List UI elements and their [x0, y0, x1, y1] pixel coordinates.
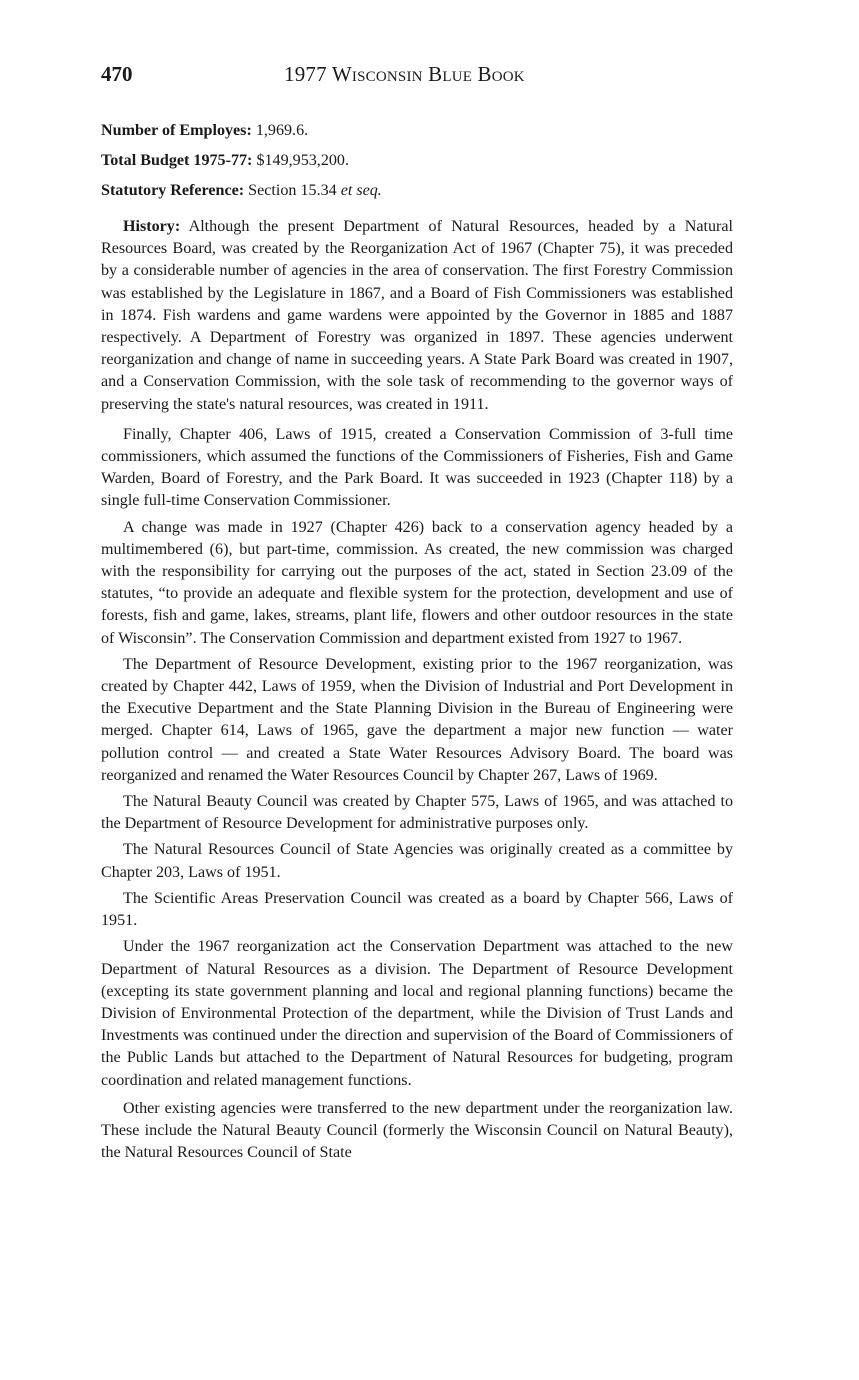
body-text	[101, 216, 733, 1164]
page-number: 470	[101, 62, 133, 86]
paragraph-9: Other existing agencies were transferred to the new department under the reorganization law. These include the Natural Beauty Council (formerly the Wisconsin Council on Natural Beauty), the Natural Resources Council of State	[101, 1099, 733, 1162]
history-text: Although the present Department of Natural Resources, headed by a Natural Resources Board, was created by the Reorganization Act of 1967 (Chapter 75), it was preceded by a considerable number of agencies in the area of conservation. The first Forestry Commission was established by the Legislature in 1867, and a Board of Fish Commissioners was established in 1874. Fish wardens and game wardens were appointed by the Governor in 1885 and 1887 respectively. A Department of Forestry was organized in 1897. These agencies underwent reorganization and change of name in succeeding years. A State Park Board was created in 1907, and a Conservation Commission, with the sole task of recommending to the governor ways of preserving the state's natural resources, was created in 1911.	[101, 218, 733, 413]
paragraph-4: The Department of Resource Development, existing prior to the 1967 reorganization, was created by Chapter 442, Laws of 1959, when the Division of Industrial and Port Development in the Executive Department and the State Planning Division in the Bureau of Engineering were merged. Chapter 614, Laws of 1965, gave the department a major new function — water pollution control — and created a State Water Resources Advisory Board. The board was reorganized and renamed the Water Resources Council by Chapter 267, Laws of 1969.	[101, 655, 733, 784]
paragraph-5: The Natural Beauty Council was created by Chapter 575, Laws of 1965, and was attached to the Department of Resource Development for administrative purposes only.	[101, 793, 733, 833]
budget-value: $149,953,200.	[252, 152, 349, 169]
statute-value: Section 15.34	[244, 182, 341, 199]
statute-suffix: et seq.	[340, 182, 382, 199]
paragraph-2: Finally, Chapter 406, Laws of 1915, created a Conservation Commission of 3-full time commissioners, which assumed the functions of the Commissioners of Fisheries, Fish and Game Warden, Board of Forestry, and the Park Board. It was succeeded in 1923 (Chapter 118) by a single full-time Conservation Commissioner.	[101, 425, 733, 510]
document-page	[101, 58, 733, 1164]
book-title: 1977 Wisconsin Blue Book	[284, 62, 525, 86]
statute-label: Statutory Reference:	[101, 182, 245, 199]
employes-label: Number of Employes:	[101, 122, 252, 139]
running-head	[101, 58, 733, 92]
department-facts	[101, 120, 733, 202]
budget-line	[101, 150, 733, 172]
paragraph-8: Under the 1967 reorganization act the Conservation Department was attached to the new Department of Natural Resources as a division. The Department of Resource Development (excepting its state government planning and local and regional planning functions) became the Division of Environmental Protection of the department, while the Division of Trust Lands and Investments was continued under the direction and supervision of the Board of Commissioners of the Public Lands but attached to the Department of Natural Resources for budgeting, program coordination and related management functions.	[101, 938, 733, 1089]
paragraph-3: A change was made in 1927 (Chapter 426) back to a conservation agency headed by a multimembered (6), but part-time, commission. As created, the new commission was charged with the responsibility for carrying out the purposes of the act, stated in Section 23.09 of the statutes, “to provide an adequate and flexible system for the protection, development and use of forests, fish and game, lakes, streams, plant life, flowers and other outdoor resources in the state of Wisconsin”. The Conservation Commission and department existed from 1927 to 1967.	[101, 518, 733, 647]
paragraph-7: The Scientific Areas Preservation Council was created as a board by Chapter 566, Laws of 1951.	[101, 889, 733, 930]
paragraph-history	[101, 216, 733, 416]
history-lead: History:	[123, 218, 181, 235]
employes-line	[101, 120, 733, 142]
paragraph-6: The Natural Resources Council of State Agencies was originally created as a committee by Chapter 203, Laws of 1951.	[101, 841, 733, 881]
employes-value: 1,969.6.	[251, 122, 309, 139]
statute-line	[101, 180, 733, 202]
budget-label: Total Budget 1975-77:	[101, 152, 253, 169]
